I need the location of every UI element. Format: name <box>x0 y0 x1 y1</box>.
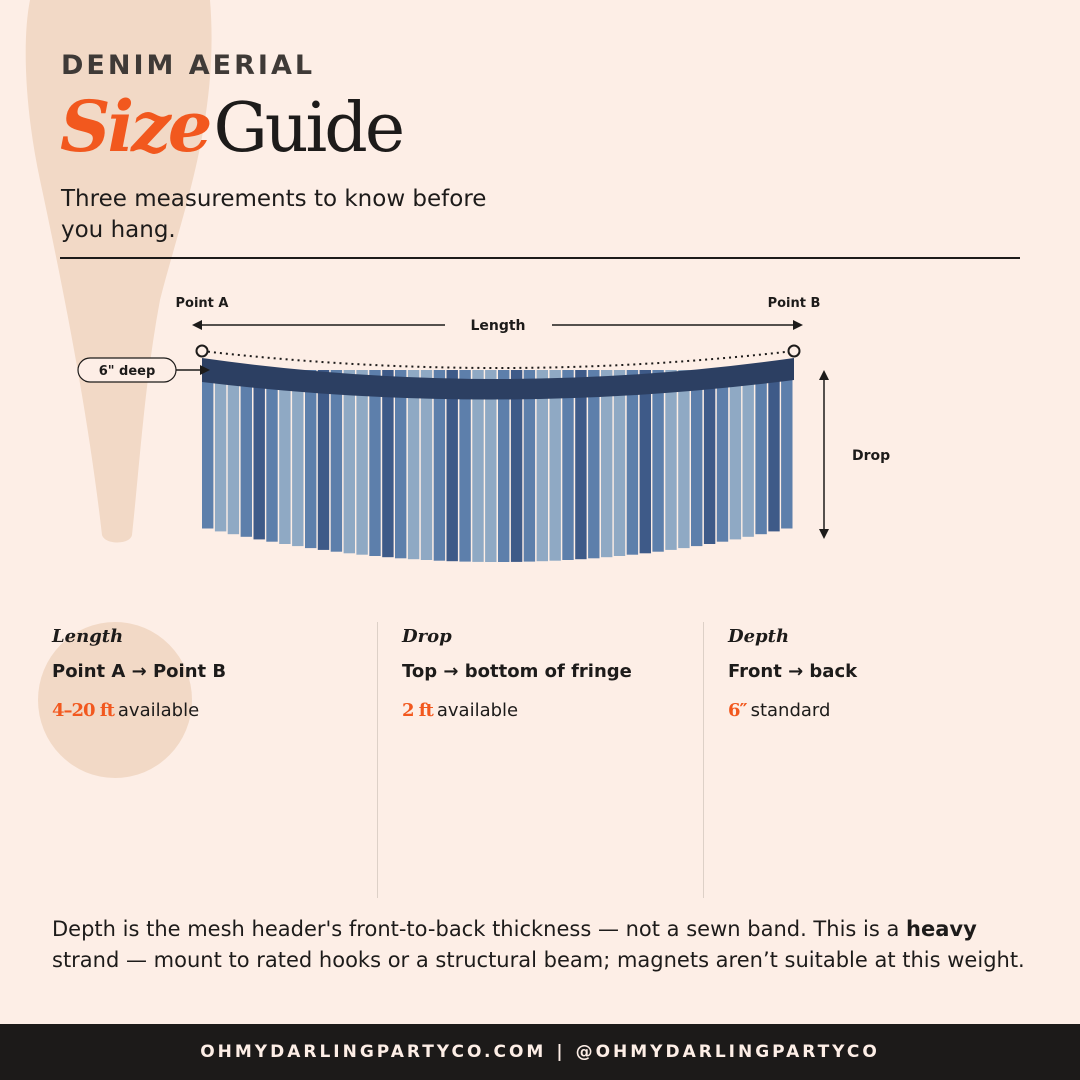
fringe-strip <box>768 370 779 531</box>
fringe-strip <box>318 370 329 550</box>
depth-heading: Depth <box>728 626 790 647</box>
drop-value-row <box>402 700 692 721</box>
depth-value-suffix: standard <box>750 700 831 721</box>
fringe-strip <box>665 370 676 550</box>
title-rest: Guide <box>213 89 403 168</box>
depth-subheading: Front → back <box>728 661 858 682</box>
note-text-part2: strand — mount to rated hooks or a structural beam; magnets aren’t suitable at this weight. <box>52 948 1025 972</box>
fringe-strip <box>254 370 265 539</box>
length-column <box>52 622 352 721</box>
fringe-strip <box>331 370 342 552</box>
page-title <box>60 85 403 168</box>
drop-column <box>402 622 692 721</box>
garland-diagram <box>0 280 1080 580</box>
fringe-strip <box>652 370 663 552</box>
fringe-strip <box>575 370 586 559</box>
footer-bar <box>0 1024 1080 1080</box>
divider-rule <box>60 257 1020 259</box>
mounting-note <box>52 914 1032 976</box>
brand-name: DENIM AERIAL <box>61 50 316 81</box>
title-accent-word: Size <box>60 85 210 168</box>
drop-label: Drop <box>852 448 891 464</box>
anchor-ring-icon <box>789 346 800 357</box>
drop-heading: Drop <box>402 626 452 647</box>
fringe-strip <box>369 370 380 556</box>
fringe-strip <box>781 370 792 529</box>
length-value-suffix: available <box>117 700 200 721</box>
depth-value: 6″ <box>728 700 747 721</box>
fringe-strip <box>202 370 213 529</box>
fringe-strip <box>627 370 638 555</box>
fringe-strip <box>279 370 290 544</box>
fringe-strip <box>241 370 252 537</box>
length-value-row <box>52 700 352 721</box>
fringe-strip <box>305 370 316 548</box>
column-divider <box>377 622 378 898</box>
fringe-strip <box>678 370 689 548</box>
depth-value-row <box>728 700 1018 721</box>
footer-website-link[interactable]: OHMYDARLINGPARTYCO.COM <box>200 1042 547 1062</box>
anchor-ring-icon <box>197 346 208 357</box>
note-text-part1: Depth is the mesh header's front-to-back thickness — not a sewn band. This is a <box>52 917 907 941</box>
length-subheading: Point A → Point B <box>52 661 227 682</box>
fringe-strip <box>356 370 367 555</box>
sag-dotted-line <box>202 351 794 368</box>
length-heading: Length <box>52 626 124 647</box>
fringe-strip <box>755 370 766 534</box>
point-b-label: Point B <box>767 296 821 311</box>
subtitle: Three measurements to know before you hang. <box>61 186 487 243</box>
fringe-strip <box>743 370 754 537</box>
fringe-strip <box>601 370 612 557</box>
footer-handle-link[interactable]: @OHMYDARLINGPARTYCO <box>575 1042 880 1062</box>
drop-subheading: Top → bottom of fringe <box>402 661 632 682</box>
depth-callout-label: 6" deep <box>98 364 156 379</box>
fringe-strip <box>344 370 355 553</box>
fringe-strip <box>395 370 406 558</box>
fringe-strip <box>730 370 741 539</box>
fringe-strip <box>717 370 728 542</box>
footer-separator: | <box>556 1042 566 1062</box>
fringe-strip <box>704 370 715 544</box>
fringe-strip <box>382 370 393 557</box>
fringe-strip <box>614 370 625 556</box>
fringe-strip <box>266 370 277 542</box>
note-bold-word: heavy <box>906 917 977 941</box>
fringe-strip <box>588 370 599 558</box>
drop-value-suffix: available <box>436 700 519 721</box>
fringe-strip <box>292 370 303 546</box>
depth-column <box>728 622 1018 721</box>
fringe-strip <box>562 370 573 560</box>
fringe-strip <box>640 370 651 553</box>
length-label: Length <box>470 318 526 334</box>
length-value: 4–20 ft <box>52 700 114 721</box>
point-a-label: Point A <box>175 296 229 311</box>
fringe-strip <box>228 370 239 534</box>
fringe-strip <box>691 370 702 546</box>
fringe-strip <box>215 370 226 531</box>
column-divider <box>703 622 704 898</box>
drop-value: 2 ft <box>402 700 433 721</box>
